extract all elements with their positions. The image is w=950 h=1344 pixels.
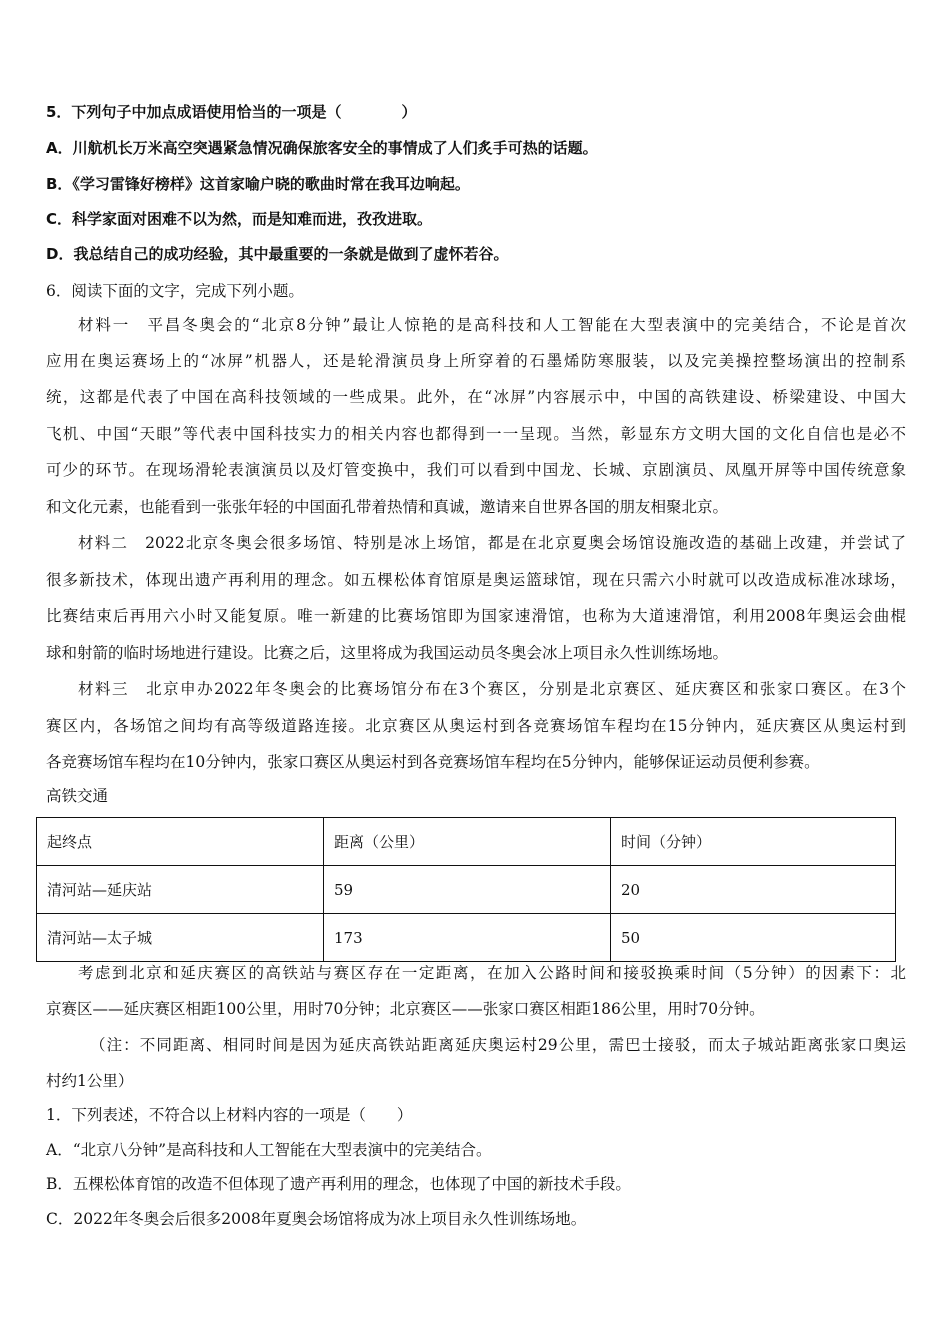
material3-line: 材料三 北京申办2022年冬奥会的比赛场馆分布在3个赛区，分别是北京赛区、延庆赛区和张家口赛区。在3个 [78,680,906,698]
material1-line: 飞机、中国“天眼”等代表中国科技实力的相关内容也都得到一一呈现。当然，彰显东方文明大国的文化自信也是必不 [46,425,906,443]
material1-line: 和文化元素，也能看到一张张年轻的中国面孔带着热情和真诚，邀请来自世界各国的朋友相聚北京。 [46,498,729,516]
table-header-row [37,818,896,866]
material3-line: 各竞赛场馆车程均在10分钟内，张家口赛区从奥运村到各竞赛场馆车程均在5分钟内，能够保证运动员便利参赛。 [46,753,820,771]
table-cell: 59 [324,866,611,914]
q5-option-c: C．科学家面对困难不以为然，而是知难而进，孜孜进取。 [46,210,433,228]
after-table-line: 考虑到北京和延庆赛区的高铁站与赛区存在一定距离，在加入公路时间和接驳换乘时间（5分钟）的因素下：北 [78,964,906,982]
material3-line: 赛区内，各场馆之间均有高等级道路连接。北京赛区从奥运村到各竞赛场馆车程均在15分钟内，延庆赛区从奥运村到 [46,717,906,735]
table-row [37,914,896,962]
sub1-stem: 1．下列表述，不符合以上材料内容的一项是（ ） [46,1106,413,1124]
q5-stem: 5．下列句子中加点成语使用恰当的一项是（ ） [46,103,417,121]
material2-line: 比赛结束后再用六小时又能复原。唯一新建的比赛场馆即为国家速滑馆，也称为大道速滑馆，利用2008年奥运会曲棍 [46,607,906,625]
material1-line: 应用在奥运赛场上的“冰屏”机器人，还是轮滑演员身上所穿着的石墨烯防寒服装，以及完美操控整场演出的控制系 [46,352,906,370]
table-header-cell: 时间（分钟） [611,818,896,866]
table-cell: 50 [611,914,896,962]
material1-line: 可少的环节。在现场滑轮表演演员以及灯管变换中，我们可以看到中国龙、长城、京剧演员、凤凰开屏等中国传统意象 [46,461,906,479]
note-line: （注：不同距离、相同时间是因为延庆高铁站距离延庆奥运村29公里，需巴士接驳，而太子城站距离张家口奥运 [90,1036,906,1054]
q5-option-d: D．我总结自己的成功经验，其中最重要的一条就是做到了虚怀若谷。 [46,245,509,263]
table-header-cell: 距离（公里） [324,818,611,866]
material2-line: 很多新技术，体现出遗产再利用的理念。如五棵松体育馆原是奥运篮球馆，现在只需六小时就可以改造成标准冰球场， [46,571,906,589]
after-table-line: 京赛区——延庆赛区相距100公里，用时70分钟；北京赛区——张家口赛区相距186公里，用时70分钟。 [46,1000,765,1018]
material1-line: 材料一 平昌冬奥会的“北京8分钟”最让人惊艳的是高科技和人工智能在大型表演中的完美结合，不论是首次 [78,316,906,334]
material2-line: 球和射箭的临时场地进行建设。比赛之后，这里将成为我国运动员冬奥会冰上项目永久性训练场地。 [46,644,729,662]
note-line: 村约1公里） [46,1072,134,1090]
table-cell: 20 [611,866,896,914]
q5-option-a: A．川航机长万米高空突遇紧急情况确保旅客安全的事情成了人们炙手可热的话题。 [46,139,598,157]
table-cell: 清河站—太子城 [37,914,324,962]
q5-option-b: B．《学习雷锋好榜样》这首家喻户晓的歌曲时常在我耳边响起。 [46,175,470,193]
sub1-option-b: B．五棵松体育馆的改造不但体现了遗产再利用的理念，也体现了中国的新技术手段。 [46,1175,631,1193]
table-cell: 清河站—延庆站 [37,866,324,914]
material2-line: 材料二 2022北京冬奥会很多场馆、特别是冰上场馆，都是在北京夏奥会场馆设施改造的基础上改建，并尝试了 [78,534,906,552]
table-caption: 高铁交通 [46,787,109,805]
material1-line: 统，这都是代表了中国在高科技领域的一些成果。此外，在“冰屏”内容展示中，中国的高铁建设、桥梁建设、中国大 [46,388,906,406]
sub1-option-a: A．“北京八分钟”是高科技和人工智能在大型表演中的完美结合。 [46,1141,492,1159]
q6-stem: 6．阅读下面的文字，完成下列小题。 [46,282,304,300]
table-header-cell: 起终点 [37,818,324,866]
rail-table [36,817,896,962]
sub1-option-c: C．2022年冬奥会后很多2008年夏奥会场馆将成为冰上项目永久性训练场地。 [46,1210,587,1228]
table-cell: 173 [324,914,611,962]
table-row [37,866,896,914]
